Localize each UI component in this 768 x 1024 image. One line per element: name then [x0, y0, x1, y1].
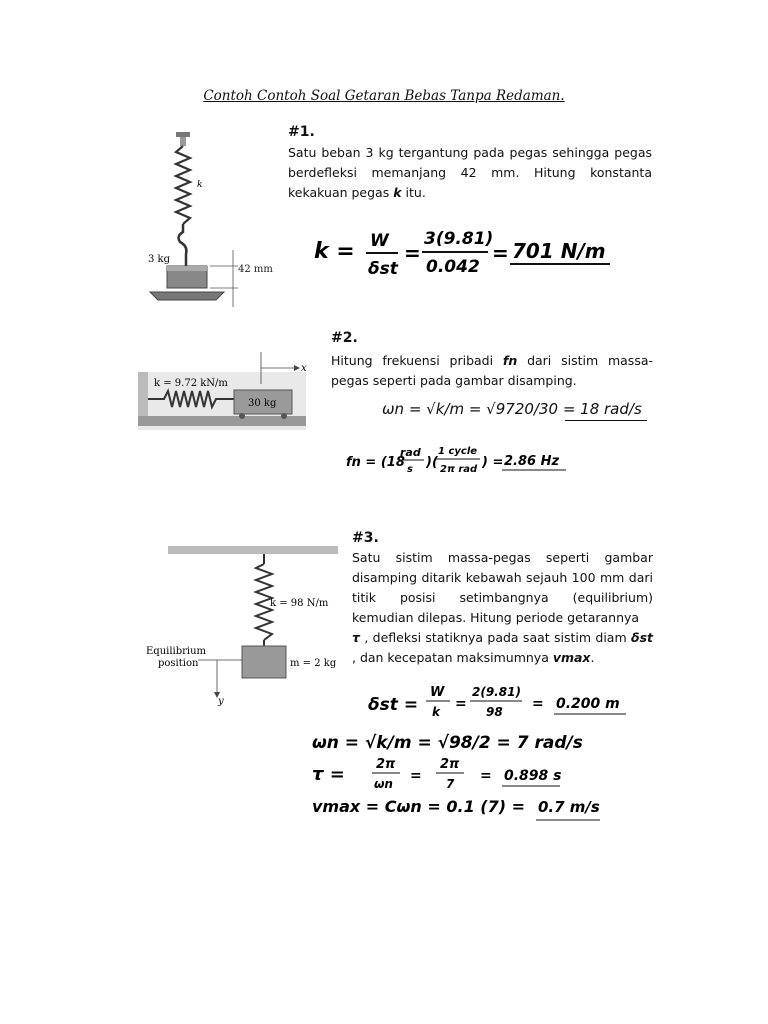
tau-result: 0.898 s — [504, 768, 562, 784]
problem-3-text: Satu sistim massa-pegas seperti gambar disamping ditarik kebawah sejauh 100 mm dari titik posisi setimbangnya (equilibrium) kemudian dilepas. Hitung periode getarannya τ , defleksi statiknya pada saat sistim diam δst , dan kecepatan maksimumnya vmax. — [352, 550, 653, 665]
fn-s: s — [407, 464, 413, 475]
axis-label-x: x — [301, 363, 307, 374]
vmax-result: 0.7 m/s — [538, 798, 600, 816]
problem-1-number: #1. — [288, 124, 315, 140]
delta-f1-num: W — [430, 685, 445, 700]
equilibrium-label: Equilibrium — [146, 646, 207, 657]
tau-f1-num: 2π — [376, 757, 396, 772]
problem-2-number: #2. — [331, 330, 358, 346]
delta-f2-num: 2(9.81) — [472, 685, 521, 699]
figure-vertical-spring-mass — [138, 546, 338, 706]
position-label: position — [158, 658, 199, 669]
tau-f2-num: 2π — [440, 757, 460, 772]
problem-2-solution-line2 — [344, 440, 574, 480]
spring-label-9-72: k = 9.72 kN/m — [154, 378, 228, 389]
deflection-label-42mm: 42 mm — [238, 264, 273, 275]
fn-result: 2.86 Hz — [504, 454, 560, 469]
delta-st-lhs: δst = — [368, 695, 419, 715]
problem-1-text: Satu beban 3 kg tergantung pada pegas sehingga pegas berdefleksi memanjang 42 mm. Hitung konstanta kekakuan pegas k itu. — [288, 145, 652, 200]
solution-1-eq: = — [404, 241, 421, 265]
solution-1-frac2-num: 3(9.81) — [424, 229, 494, 249]
spring-label-k: k — [197, 180, 203, 190]
delta-f1-den: k — [432, 705, 440, 719]
problem-2-solution-line1: ωn = √k/m = √9720/30 = 18 rad/s — [382, 400, 642, 418]
svg-text:=: = — [532, 696, 544, 712]
fn-lhs: fn = (18 — [346, 455, 405, 470]
solution-1-eq2: = — [492, 241, 509, 265]
mass-label-2kg: m = 2 kg — [290, 658, 337, 669]
fn-rad: rad — [400, 446, 421, 459]
delta-result: 0.200 m — [556, 696, 620, 712]
tau-lhs: τ = — [312, 764, 345, 785]
fn-cycle: 1 cycle — [438, 446, 478, 457]
axis-label-y: y — [218, 696, 224, 706]
tau-f1-den: ωn — [374, 777, 393, 791]
vmax-line: vmax = Cωn = 0.1 (7) = — [312, 797, 525, 816]
mass-label-3kg: 3 kg — [148, 254, 171, 265]
svg-text:=: = — [480, 768, 492, 784]
fn-2pi-rad: 2π rad — [440, 464, 478, 475]
solution-1-lhs: k = — [314, 239, 355, 264]
mass-label-30kg: 30 kg — [248, 398, 277, 409]
solution-1-frac2-den: 0.042 — [426, 257, 480, 277]
delta-f2-den: 98 — [486, 705, 503, 719]
problem-3-number: #3. — [352, 530, 379, 546]
solution-1-result: 701 N/m — [512, 239, 606, 263]
solution-1-frac1-num: W — [370, 231, 389, 251]
svg-text:) =: ) = — [482, 455, 504, 470]
svg-text:=: = — [455, 696, 467, 712]
problem-1-solution — [312, 224, 612, 284]
svg-text:=: = — [410, 768, 422, 784]
figure-hanging-mass — [140, 132, 250, 307]
page-title: Contoh Contoh Soal Getaran Bebas Tanpa Redaman. — [203, 88, 565, 104]
solution-1-frac1-den: δst — [368, 259, 398, 279]
svg-text:)(: )( — [426, 455, 438, 470]
tau-f2-den: 7 — [446, 777, 455, 791]
problem-2-text: Hitung frekuensi pribadi fn dari sistim massa-pegas seperti pada gambar disamping. — [331, 353, 653, 388]
omega-line: ωn = √k/m = √98/2 = 7 rad/s — [312, 733, 583, 753]
underline-18-rad — [565, 420, 647, 421]
figure-horizontal-spring-mass — [138, 352, 308, 430]
spring-label-98: k = 98 N/m — [270, 598, 329, 609]
problem-3-solution — [310, 682, 640, 824]
